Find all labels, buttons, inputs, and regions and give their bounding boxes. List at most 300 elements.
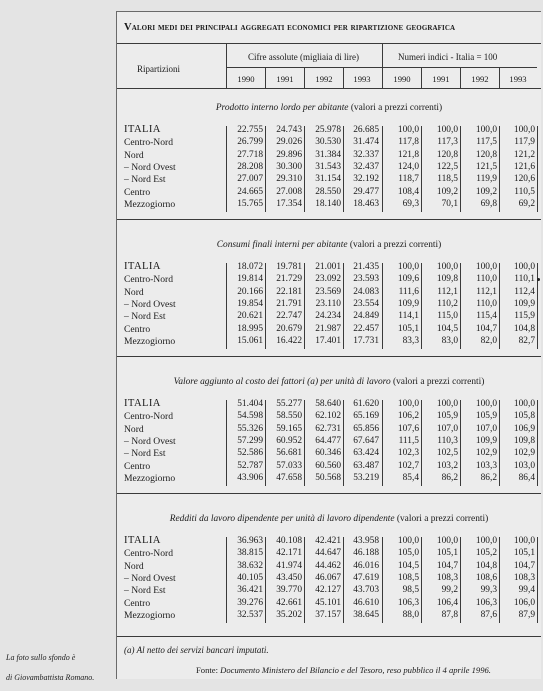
table-cell: 23.569 (315, 286, 341, 297)
table-cell: 112,4 (514, 286, 535, 297)
table-cell: 109,9 (475, 435, 497, 446)
table-cell: 102,9 (513, 448, 535, 459)
table-cell: 88,0 (402, 609, 419, 620)
year-divider (460, 68, 461, 88)
table-cell: 86,2 (480, 472, 497, 483)
table-cell: 121,2 (513, 149, 535, 160)
row-label: Centro-Nord (124, 548, 174, 560)
table-cell: 69,3 (402, 198, 419, 209)
table-cell: 46.188 (353, 548, 379, 559)
table-cell: 107,6 (397, 423, 419, 434)
table-cell: 107,0 (436, 423, 458, 434)
table-cell: 39.276 (237, 597, 263, 608)
table-cell: 67.647 (353, 435, 379, 446)
row-label: Centro-Nord (124, 411, 174, 423)
table-cell: 118,5 (437, 174, 458, 185)
table-cell: 27.008 (276, 186, 302, 197)
header-top-rule (117, 43, 541, 44)
table-cell: 28.550 (315, 186, 341, 197)
table-cell: 105,1 (513, 548, 535, 559)
table-cell: 21.435 (353, 262, 379, 272)
table-cell: 65.856 (353, 423, 379, 434)
table-cell: 16.422 (276, 335, 302, 346)
table-cell: 20.679 (276, 323, 302, 334)
table-cell: 115,0 (437, 311, 458, 322)
table-cell: 117,8 (398, 137, 419, 148)
table-cell: 103,2 (436, 460, 458, 471)
year-divider (304, 68, 305, 88)
table-cell: 15.765 (237, 198, 263, 209)
table-cell: 28.208 (237, 161, 263, 172)
section-title-plain: (valori a prezzi correnti) (390, 377, 485, 387)
section-title (117, 377, 541, 387)
table-cell: 100,0 (475, 536, 497, 546)
table-cell: 104,8 (513, 323, 535, 334)
table-cell: 106,3 (397, 597, 419, 608)
header-year: 1992 (471, 74, 489, 84)
table-cell: 21.729 (276, 274, 302, 285)
table-cell: 105,9 (475, 411, 497, 422)
table-cell: 100,0 (436, 262, 458, 272)
table-cell: 121,6 (513, 161, 535, 172)
row-label: Centro (124, 460, 151, 472)
table-cell: 24.743 (276, 125, 302, 135)
table-cell: 64.477 (315, 435, 341, 446)
column-divider (537, 126, 538, 212)
header-year: 1991 (432, 74, 450, 84)
table-cell: 114,1 (398, 311, 419, 322)
table-cell: 19.854 (237, 298, 263, 309)
table-cell: 46.610 (353, 597, 379, 608)
table-cell: 100,0 (475, 262, 497, 272)
table-cell: 100,0 (513, 536, 535, 546)
table-cell: 29.477 (353, 186, 379, 197)
header-year: 1991 (276, 74, 294, 84)
header-index-values: Numeri indici - Italia = 100 (398, 52, 498, 62)
year-divider (421, 68, 422, 88)
margin-mark (537, 278, 540, 281)
table-cell: 86,2 (441, 472, 458, 483)
table-cell: 60.560 (315, 460, 341, 471)
source-note (196, 665, 491, 675)
table-cell: 106,9 (513, 423, 535, 434)
table-cell: 20.166 (237, 286, 263, 297)
table-cell: 24.665 (237, 186, 263, 197)
table-cell: 100,0 (513, 399, 535, 409)
table-cell: 105,1 (436, 548, 458, 559)
table-cell: 109,2 (436, 186, 458, 197)
table-cell: 100,0 (513, 125, 535, 135)
column-divider (537, 537, 538, 623)
table-cell: 32.537 (237, 609, 263, 620)
table-cell: 118,7 (398, 174, 419, 185)
row-label: Centro-Nord (124, 274, 174, 286)
row-label: – Nord Est (124, 311, 166, 323)
table-cell: 103,0 (513, 460, 535, 471)
table-cell: 70,1 (441, 198, 458, 209)
row-label: Centro (124, 597, 151, 609)
header-absolute-values: Cifre assolute (migliaia di lire) (248, 52, 359, 62)
table-cell: 23.110 (315, 298, 341, 309)
row-label: Mezzogiorno (124, 198, 176, 210)
table-cell: 100,0 (475, 125, 497, 135)
table-cell: 32.337 (353, 149, 379, 160)
table-cell: 99,2 (441, 585, 458, 596)
row-label: Centro (124, 186, 151, 198)
row-label: – Nord Ovest (124, 572, 176, 584)
table-cell: 60.952 (276, 435, 302, 446)
table-cell: 43.450 (276, 572, 302, 583)
table-cell: 106,2 (397, 411, 419, 422)
row-label: – Nord Ovest (124, 161, 176, 173)
header-year: 1992 (315, 74, 333, 84)
row-label: Nord (124, 560, 144, 572)
table-cell: 100,0 (436, 125, 458, 135)
table-cell: 105,2 (475, 548, 497, 559)
table-cell: 56.681 (276, 448, 302, 459)
table-cell: 108,4 (397, 186, 419, 197)
table-cell: 120,8 (436, 149, 458, 160)
table-cell: 110,0 (476, 274, 497, 285)
table-cell: 42.421 (315, 536, 341, 546)
year-divider (343, 68, 344, 88)
table-cell: 30.300 (276, 161, 302, 172)
table-cell: 39.770 (276, 585, 302, 596)
table-cell: 100,0 (513, 262, 535, 272)
table-cell: 104,8 (475, 560, 497, 571)
table-cell: 100,0 (397, 125, 419, 135)
table-cell: 38.815 (237, 548, 263, 559)
table-cell: 117,5 (476, 137, 497, 148)
table-cell: 112,1 (437, 286, 458, 297)
table-cell: 32.192 (353, 174, 379, 185)
table-cell: 44.462 (315, 560, 341, 571)
table-cell: 69,8 (480, 198, 497, 209)
section-title-italic: Prodotto interno lordo per abitante (215, 103, 349, 113)
table-cell: 17.401 (315, 335, 341, 346)
table-cell: 17.354 (276, 198, 302, 209)
table-cell: 106,0 (513, 597, 535, 608)
table-cell: 47.619 (353, 572, 379, 583)
table-cell: 105,9 (436, 411, 458, 422)
section-title-italic: Redditi da lavoro dipendente per unità di lavoro dipendente (169, 514, 395, 524)
header-year: 1990 (393, 74, 411, 84)
header-ripartizioni: Ripartizioni (137, 64, 180, 74)
table-cell: 111,6 (398, 286, 419, 297)
table-cell: 120,8 (475, 149, 497, 160)
table-cell: 108,3 (513, 572, 535, 583)
panel-top-border (116, 11, 541, 12)
row-label: Mezzogiorno (124, 472, 176, 484)
table-cell: 31.384 (315, 149, 341, 160)
row-label: Mezzogiorno (124, 609, 176, 621)
row-label: ITALIA (124, 261, 161, 272)
table-cell: 31.154 (315, 174, 341, 185)
row-label: Centro-Nord (124, 137, 174, 149)
table-cell: 40.108 (276, 536, 302, 546)
section-separator (117, 356, 541, 357)
table-cell: 104,5 (436, 323, 458, 334)
table-cell: 29.896 (276, 149, 302, 160)
table-cell: 122,5 (436, 161, 458, 172)
photo-caption-line-2: di Giovambattista Romano. (6, 673, 95, 682)
table-cell: 69,2 (518, 198, 535, 209)
section-separator (117, 493, 541, 494)
table-cell: 105,1 (397, 323, 419, 334)
table-cell: 110,1 (514, 274, 535, 285)
table-cell: 87,9 (518, 609, 535, 620)
table-cell: 62.731 (315, 423, 341, 434)
table-cell: 41.974 (276, 560, 302, 571)
table-cell: 42.127 (315, 585, 341, 596)
table-cell: 43.703 (353, 585, 379, 596)
table-cell: 111,5 (398, 435, 419, 446)
header-year: 1990 (237, 74, 255, 84)
table-cell: 24.234 (315, 311, 341, 322)
table-cell: 104,5 (397, 560, 419, 571)
table-cell: 31.543 (315, 161, 341, 172)
table-cell: 100,0 (397, 262, 419, 272)
section-title-italic: Consumi finali interni per abitante (216, 240, 348, 250)
row-label: – Nord Est (124, 585, 166, 597)
table-cell: 100,0 (397, 536, 419, 546)
table-cell: 109,9 (397, 298, 419, 309)
table-cell: 99,4 (518, 585, 535, 596)
table-cell: 21.001 (315, 262, 341, 272)
table-cell: 124,0 (397, 161, 419, 172)
table-cell: 105,0 (397, 548, 419, 559)
table-cell: 18.072 (237, 262, 263, 272)
row-label: Mezzogiorno (124, 335, 176, 347)
table-cell: 110,2 (437, 298, 458, 309)
table-cell: 37.157 (315, 609, 341, 620)
table-cell: 109,9 (513, 298, 535, 309)
header-bottom-rule (117, 88, 541, 89)
table-cell: 50.568 (315, 472, 341, 483)
table-cell: 22.457 (353, 323, 379, 334)
header-year: 1993 (353, 74, 371, 84)
table-cell: 30.530 (315, 137, 341, 148)
source-text: Documento Ministero del Bilancio e del Tesoro, reso pubblico il 4 aprile 1996. (220, 665, 491, 675)
table-cell: 121,8 (397, 149, 419, 160)
table-cell: 100,0 (397, 399, 419, 409)
table-cell: 104,7 (513, 560, 535, 571)
table-cell: 115,4 (476, 311, 497, 322)
table-cell: 103,3 (475, 460, 497, 471)
table-cell: 121,5 (475, 161, 497, 172)
table-cell: 18.140 (315, 198, 341, 209)
table-cell: 117,9 (514, 137, 535, 148)
table-cell: 115,9 (514, 311, 535, 322)
row-label: ITALIA (124, 398, 161, 409)
section-title (117, 240, 541, 250)
table-cell: 40.105 (237, 572, 263, 583)
table-cell: 42.171 (276, 548, 302, 559)
table-cell: 22.755 (237, 125, 263, 135)
table-cell: 82,0 (480, 335, 497, 346)
table-cell: 46.067 (315, 572, 341, 583)
table-cell: 23.554 (353, 298, 379, 309)
table-cell: 44.647 (315, 548, 341, 559)
table-cell: 109,6 (397, 274, 419, 285)
table-cell: 24.083 (353, 286, 379, 297)
table-cell: 23.593 (353, 274, 379, 285)
table-cell: 22.747 (276, 311, 302, 322)
table-cell: 51.404 (237, 399, 263, 409)
table-cell: 87,6 (480, 609, 497, 620)
table-cell: 29.310 (276, 174, 302, 185)
table-cell: 104,7 (475, 323, 497, 334)
table-cell: 17.731 (353, 335, 379, 346)
footnote: (a) Al netto dei servizi bancari imputati. (124, 645, 269, 655)
row-label: – Nord Est (124, 174, 166, 186)
table-cell: 120,6 (513, 174, 535, 185)
table-cell: 109,8 (436, 274, 458, 285)
row-label: Nord (124, 149, 144, 161)
table-cell: 102,7 (397, 460, 419, 471)
row-label: Nord (124, 423, 144, 435)
table-cell: 54.598 (237, 411, 263, 422)
table-cell: 83,3 (402, 335, 419, 346)
table-cell: 62.102 (315, 411, 341, 422)
year-divider (265, 68, 266, 88)
table-cell: 110,0 (476, 298, 497, 309)
section-separator (117, 219, 541, 220)
table-cell: 108,5 (397, 572, 419, 583)
row-label: ITALIA (124, 535, 161, 546)
table-cell: 22.181 (276, 286, 302, 297)
table-cell: 36.963 (237, 536, 263, 546)
table-cell: 83,0 (441, 335, 458, 346)
row-label: Nord (124, 286, 144, 298)
row-label: – Nord Est (124, 448, 166, 460)
row-label: Centro (124, 323, 151, 335)
table-cell: 63.487 (353, 460, 379, 471)
table-cell: 21.987 (315, 323, 341, 334)
table-cell: 52.586 (237, 448, 263, 459)
table-cell: 59.165 (276, 423, 302, 434)
table-cell: 110,5 (514, 186, 535, 197)
table-cell: 32.437 (353, 161, 379, 172)
table-cell: 27.718 (237, 149, 263, 160)
header-year: 1993 (509, 74, 527, 84)
year-divider (499, 68, 500, 88)
table-cell: 86,4 (518, 472, 535, 483)
table-cell: 27.007 (237, 174, 263, 185)
header-divider (226, 44, 227, 88)
table-cell: 105,8 (513, 411, 535, 422)
table-cell: 58.640 (315, 399, 341, 409)
table-cell: 109,2 (475, 186, 497, 197)
table-cell: 102,9 (475, 448, 497, 459)
table-cell: 24.849 (353, 311, 379, 322)
source-prefix: Fonte: (196, 665, 221, 675)
table-title: Valori medi dei principali aggregati economici per ripartizione geografica (124, 22, 456, 33)
table-cell: 112,1 (476, 286, 497, 297)
table-cell: 38.632 (237, 560, 263, 571)
table-cell: 38.645 (353, 609, 379, 620)
table-cell: 36.421 (237, 585, 263, 596)
table-cell: 26.685 (353, 125, 379, 135)
table-cell: 63.424 (353, 448, 379, 459)
table-cell: 52.787 (237, 460, 263, 471)
table-cell: 99,3 (480, 585, 497, 596)
table-cell: 109,8 (513, 435, 535, 446)
section-title-plain: (valori a prezzi correnti) (348, 103, 443, 113)
header-divider (382, 44, 383, 88)
row-label: – Nord Ovest (124, 298, 176, 310)
table-cell: 46.016 (353, 560, 379, 571)
row-label: – Nord Ovest (124, 435, 176, 447)
table-cell: 43.906 (237, 472, 263, 483)
section-title-italic: Valore aggiunto al costo dei fattori (a) per unità di lavoro (173, 377, 391, 387)
table-cell: 57.033 (276, 460, 302, 471)
section-title-plain: (valori a prezzi correnti) (394, 514, 489, 524)
table-cell: 57.299 (237, 435, 263, 446)
table-cell: 102,3 (397, 448, 419, 459)
photo-caption-line-1: La foto sullo sfondo è (6, 653, 76, 662)
table-cell: 98,5 (402, 585, 419, 596)
section-title-plain: (valori a prezzi correnti) (347, 240, 442, 250)
table-cell: 117,3 (437, 137, 458, 148)
table-cell: 82,7 (518, 335, 535, 346)
footer-rule (117, 636, 541, 637)
column-divider (537, 263, 538, 349)
table-cell: 104,7 (436, 560, 458, 571)
column-divider (537, 400, 538, 486)
table-cell: 106,4 (436, 597, 458, 608)
table-cell: 110,3 (437, 435, 458, 446)
table-cell: 108,3 (436, 572, 458, 583)
table-cell: 25.978 (315, 125, 341, 135)
table-cell: 19.814 (237, 274, 263, 285)
table-cell: 19.781 (276, 262, 302, 272)
table-cell: 29.026 (276, 137, 302, 148)
table-cell: 55.326 (237, 423, 263, 434)
table-cell: 26.799 (237, 137, 263, 148)
table-cell: 65.169 (353, 411, 379, 422)
table-cell: 31.474 (353, 137, 379, 148)
row-label: ITALIA (124, 124, 161, 135)
table-cell: 60.346 (315, 448, 341, 459)
table-cell: 107,0 (475, 423, 497, 434)
table-cell: 42.661 (276, 597, 302, 608)
table-cell: 18.463 (353, 198, 379, 209)
table-cell: 58.550 (276, 411, 302, 422)
table-cell: 100,0 (475, 399, 497, 409)
table-cell: 18.995 (237, 323, 263, 334)
table-cell: 21.791 (276, 298, 302, 309)
table-cell: 23.092 (315, 274, 341, 285)
table-cell: 47.658 (276, 472, 302, 483)
table-cell: 85,4 (402, 472, 419, 483)
section-title (117, 514, 541, 524)
table-cell: 20.621 (237, 311, 263, 322)
table-cell: 119,9 (476, 174, 497, 185)
table-cell: 108,6 (475, 572, 497, 583)
table-cell: 87,8 (441, 609, 458, 620)
table-cell: 102,5 (436, 448, 458, 459)
table-cell: 100,0 (436, 399, 458, 409)
table-cell: 53.219 (353, 472, 379, 483)
table-cell: 100,0 (436, 536, 458, 546)
table-cell: 106,3 (475, 597, 497, 608)
section-title (117, 103, 541, 113)
table-cell: 45.101 (315, 597, 341, 608)
table-cell: 55.277 (276, 399, 302, 409)
table-cell: 35.202 (276, 609, 302, 620)
table-cell: 15.061 (237, 335, 263, 346)
